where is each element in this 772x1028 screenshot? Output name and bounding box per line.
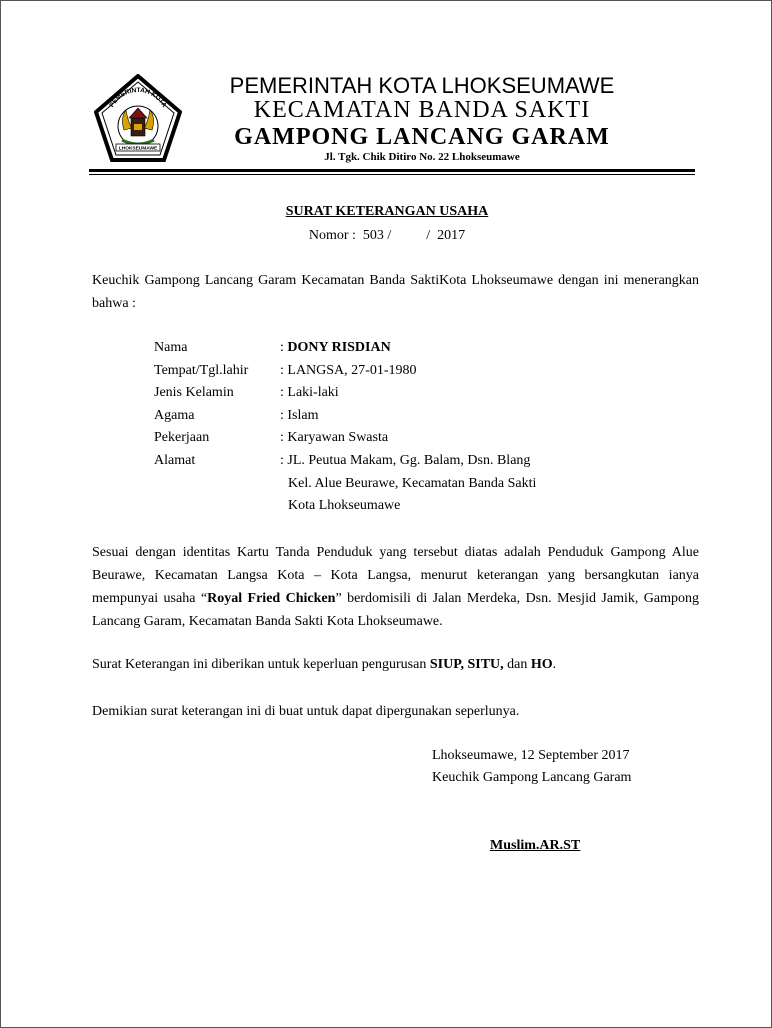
field-nama-value: : DONY RISDIAN <box>280 340 391 355</box>
header-rule-thick <box>89 169 695 172</box>
city-seal-logo <box>94 74 182 162</box>
field-jk-label: Jenis Kelamin <box>154 385 234 400</box>
seal-text-top: PEMERINTAH KOTA <box>108 86 168 109</box>
field-ttl-label: Tempat/Tgl.lahir <box>154 363 249 378</box>
p2-text-b: ” berdomisili di Jalan Merdeka, Dsn. Mesjid Jamik, Gampong Lancang Garam, Kecamatan Banda Sakti Kota Lhokseumawe. <box>92 591 700 629</box>
field-alamat-line1: : JL. Peutua Makam, Gg. Balam, Dsn. Blang <box>280 453 531 468</box>
p2-text-a: Sesuai dengan identitas Kartu Tanda Penduduk yang tersebut diatas adalah Penduduk Gampong Alue Beurawe, Kecamatan Langsa Kota – Kota Langsa, menurut keterangan yang bersangkutan ianya mempunyai usaha “ <box>92 545 699 606</box>
signature-position: Keuchik Gampong Lancang Garam <box>432 770 632 785</box>
field-ttl-value: : LANGSA, 27-01-1980 <box>280 363 417 378</box>
body-paragraph-identity <box>92 541 699 633</box>
seal-text-bottom: LHOKSEUMAWE <box>118 146 158 152</box>
signatory-name: Muslim.AR.ST <box>490 838 581 853</box>
header-government: PEMERINTAH KOTA LHOKSEUMAWE <box>229 73 615 98</box>
field-nama-name: DONY RISDIAN <box>287 340 391 355</box>
p3-text-a: Surat Keterangan ini diberikan untuk keperluan pengurusan <box>92 657 430 672</box>
p3-separator: dan <box>503 657 531 672</box>
p2-business-name: Royal Fried Chicken <box>207 591 336 606</box>
field-agama-value: : Islam <box>280 408 319 423</box>
body-paragraph-purpose <box>92 653 699 676</box>
p3-permit-2: HO <box>530 657 553 672</box>
field-alamat-line2: Kel. Alue Beurawe, Kecamatan Banda Sakti <box>288 476 537 491</box>
p3-end: . <box>552 657 557 672</box>
header-address: Jl. Tgk. Chik Ditiro No. 22 Lhokseumawe <box>324 151 520 163</box>
field-agama-label: Agama <box>154 408 195 423</box>
field-alamat-line3: Kota Lhokseumawe <box>288 498 401 513</box>
document-number: Nomor : 503 / / 2017 <box>308 228 466 243</box>
header-rule-thin <box>89 174 695 175</box>
intro-paragraph: Keuchik Gampong Lancang Garam Kecamatan Banda SaktiKota Lhokseumawe dengan ini menerangkan bahwa : <box>92 273 699 311</box>
field-alamat-label: Alamat <box>154 453 196 468</box>
body-paragraph-closing: Demikian surat keterangan ini di buat untuk dapat dipergunakan seperlunya. <box>92 704 520 719</box>
field-pekerjaan-label: Pekerjaan <box>154 430 210 445</box>
field-nama-label: Nama <box>154 340 188 355</box>
signature-place-date: Lhokseumawe, 12 September 2017 <box>432 748 630 763</box>
field-pekerjaan-value: : Karyawan Swasta <box>280 430 389 445</box>
field-jk-value: : Laki-laki <box>280 385 339 400</box>
p3-permit-1: SIUP, SITU, <box>429 657 504 672</box>
header-district: KECAMATAN BANDA SAKTI <box>253 97 591 123</box>
header-village: GAMPONG LANCANG GARAM <box>234 124 610 150</box>
document-title: SURAT KETERANGAN USAHA <box>285 204 489 219</box>
